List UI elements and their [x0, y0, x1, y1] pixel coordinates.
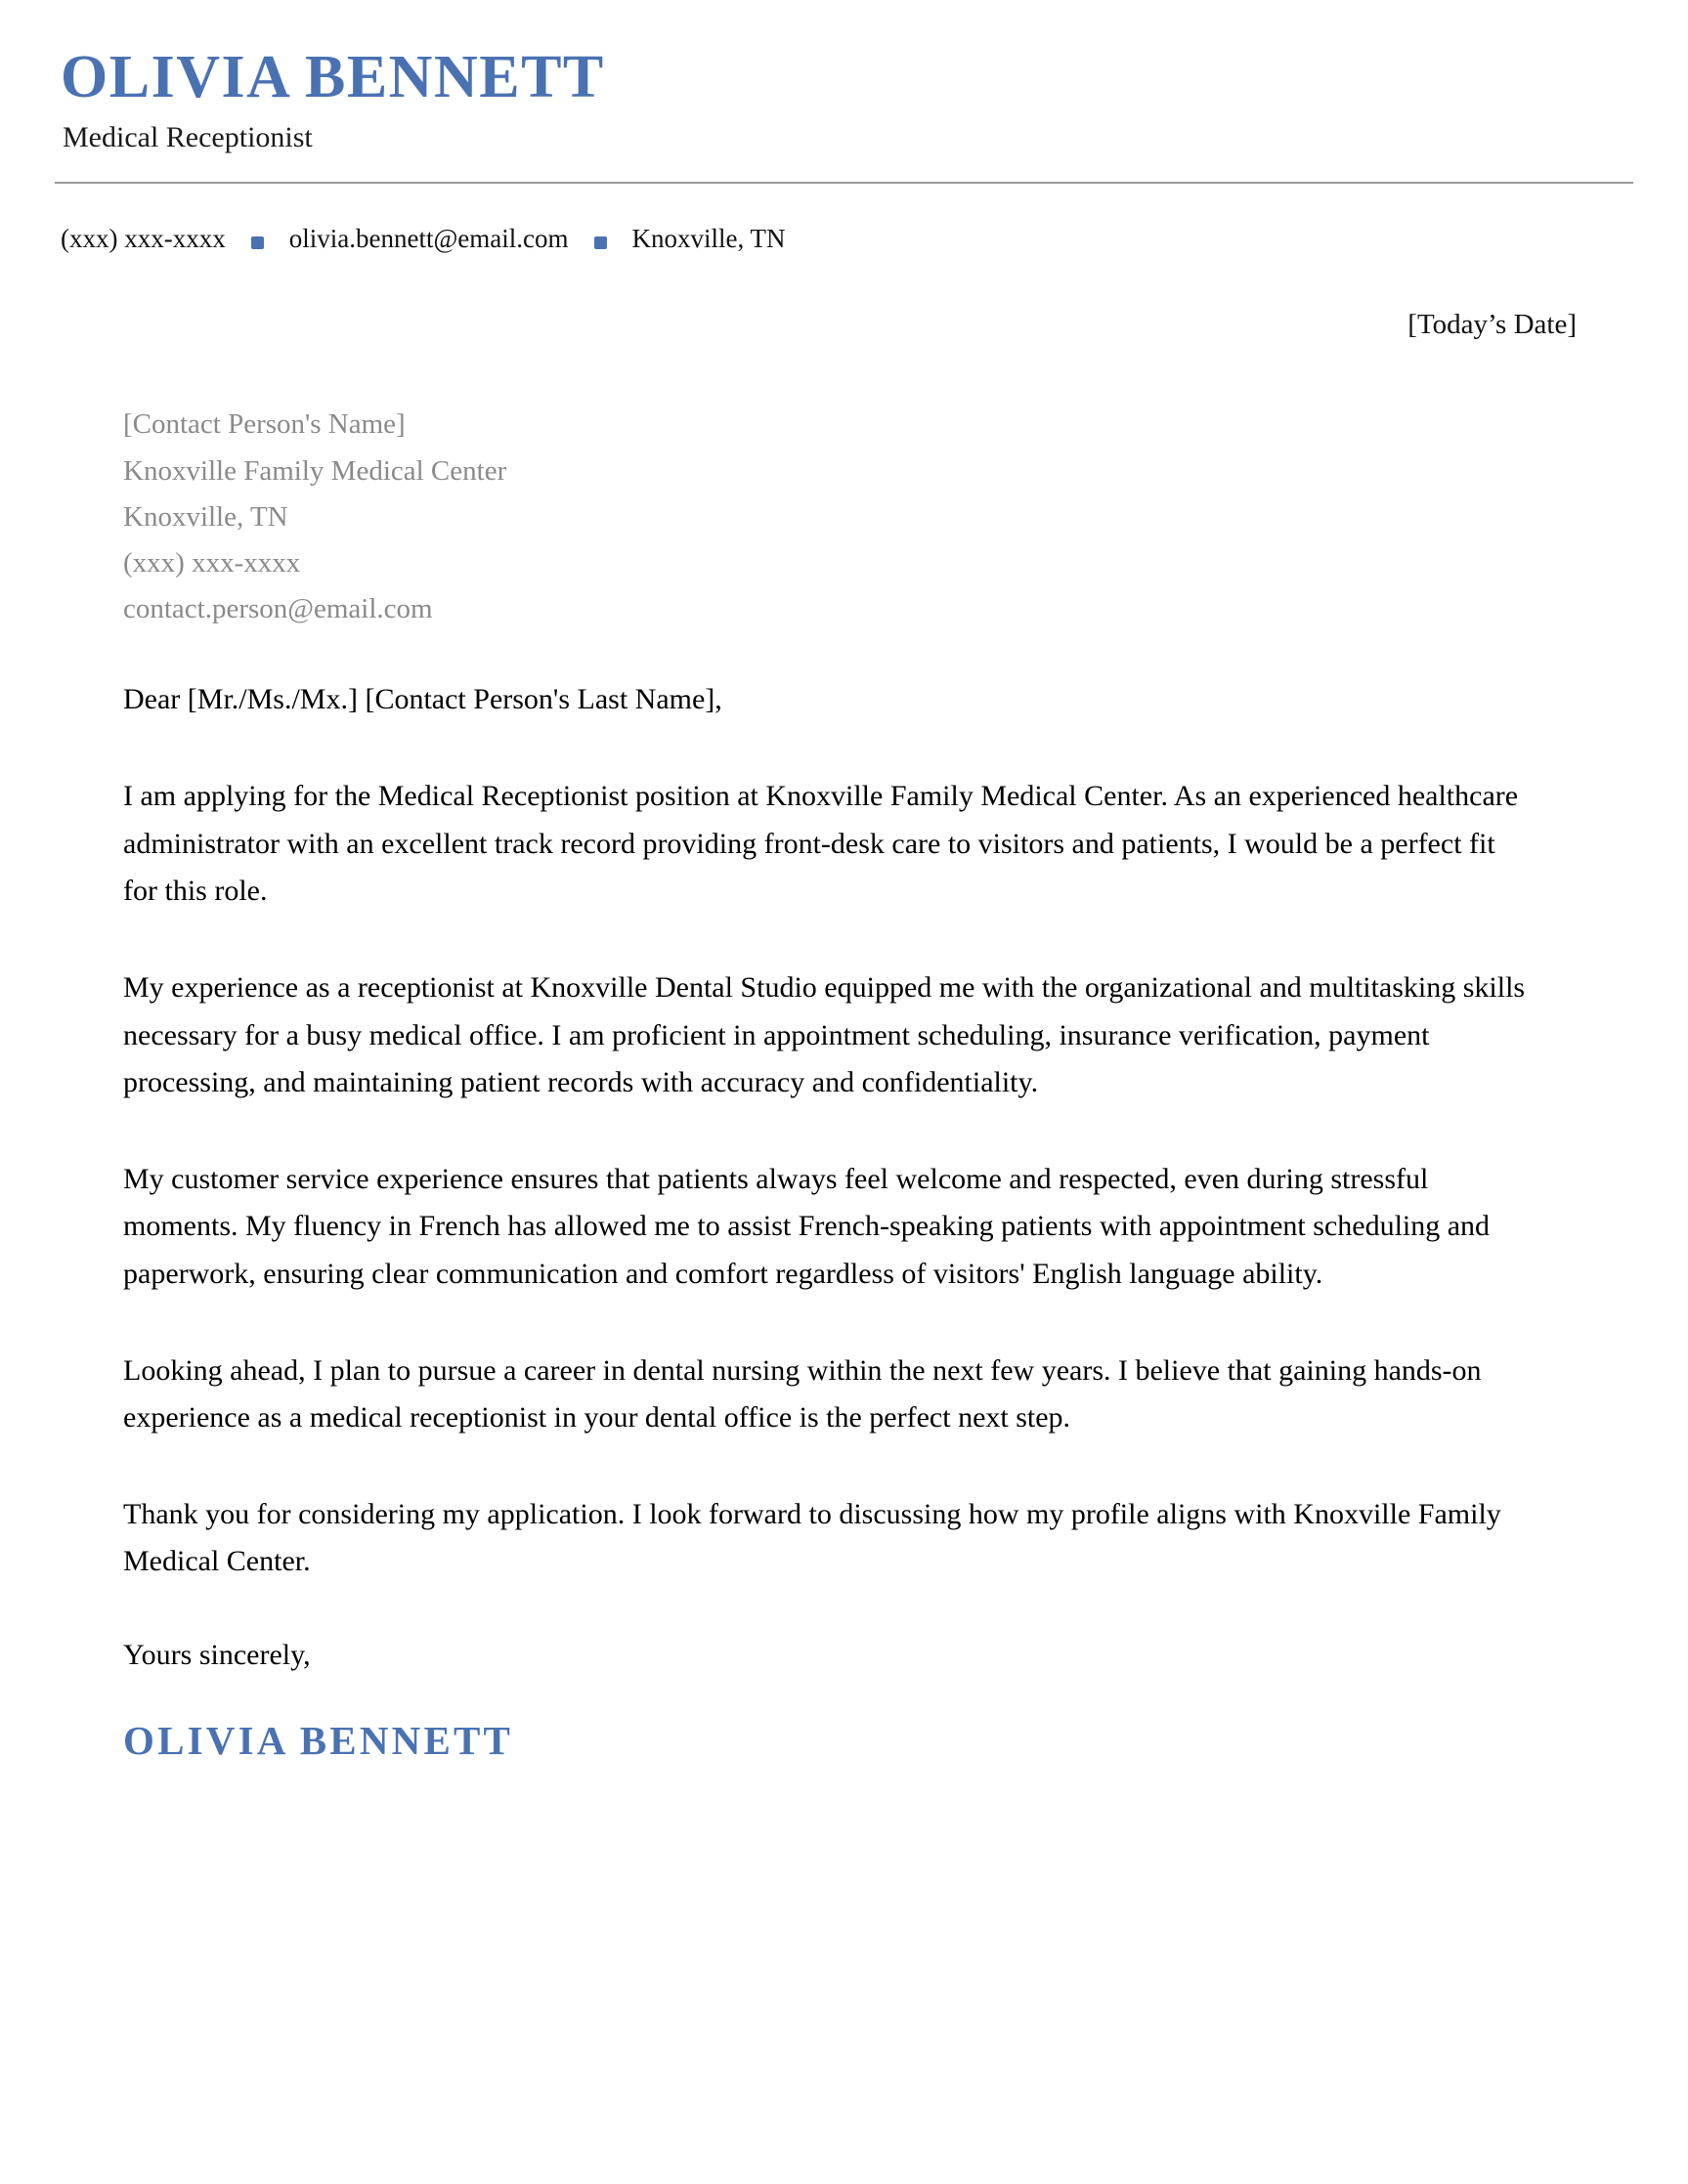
- contact-line: [61, 223, 1633, 254]
- letter-date: [Today’s Date]: [1407, 309, 1577, 341]
- recipient-phone: (xxx) xxx-xxxx: [123, 547, 301, 579]
- body-paragraph: My experience as a receptionist at Knoxville Dental Studio equipped me with the organizational and multitasking skills necessary for a busy medical office. I am proficient in appointment scheduling, insurance verification, payment processing, and maintaining patient records with accuracy and confidentiality.: [123, 970, 1526, 1099]
- square-bullet-icon: [594, 236, 607, 249]
- body-paragraph: Looking ahead, I plan to pursue a career in dental nursing within the next few years. I believe that gaining hands-on experience as a medical receptionist in your dental office is the perfect next step.: [123, 1353, 1482, 1435]
- applicant-name: OLIVIA BENNETT: [61, 44, 605, 110]
- header-divider: [55, 182, 1633, 184]
- recipient-company: Knoxville Family Medical Center: [123, 454, 507, 487]
- salutation: Dear [Mr./Ms./Mx.] [Contact Person's Last Name],: [123, 682, 722, 715]
- page-bottom-spacer: [55, 1764, 1633, 1910]
- contact-location: Knoxville, TN: [631, 223, 786, 253]
- recipient-block: [123, 402, 1633, 632]
- body-paragraph: I am applying for the Medical Receptionist position at Knoxville Family Medical Center. As an experienced healthcare administrator with an excellent track record providing front-desk care to visitors and patients, I would be a perfect fit for this role.: [123, 780, 1519, 908]
- signature-name: OLIVIA BENNETT: [123, 1717, 514, 1763]
- recipient-email: contact.person@email.com: [123, 593, 433, 625]
- contact-phone: (xxx) xxx-xxxx: [61, 223, 226, 253]
- date-row: [55, 309, 1633, 341]
- square-bullet-icon: [251, 236, 264, 249]
- applicant-job-title: Medical Receptionist: [63, 120, 313, 153]
- letter-header: [55, 45, 1633, 156]
- recipient-location: Knoxville, TN: [123, 500, 288, 533]
- recipient-contact-name: [Contact Person's Name]: [123, 408, 406, 441]
- body-paragraph: Thank you for considering my application. I look forward to discussing how my profile aligns with Knoxville Family Medical Center.: [123, 1497, 1501, 1578]
- body-paragraph: My customer service experience ensures that patients always feel welcome and respected, even during stressful moments. My fluency in French has allowed me to assist French-speaking patients with appointment scheduling and paperwork, ensuring clear communication and comfort regardless of visitors' English language ability.: [123, 1162, 1491, 1290]
- contact-email: olivia.bennett@email.com: [288, 223, 569, 253]
- letter-body: [123, 678, 1531, 1586]
- closing-salutation: Yours sincerely,: [123, 1638, 311, 1671]
